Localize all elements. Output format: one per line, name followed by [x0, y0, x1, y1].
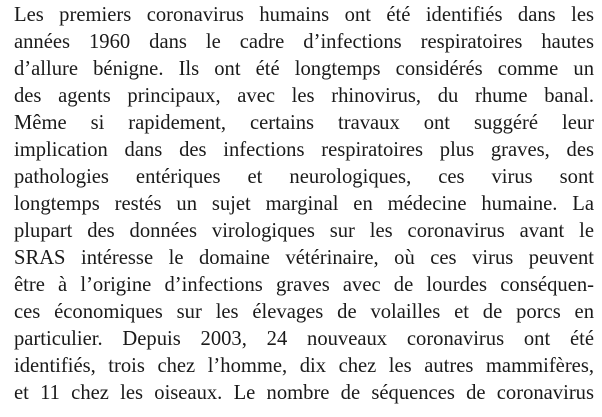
text-line: longtemps restés un sujet marginal en médecine humaine. La	[14, 193, 594, 215]
text-line: implication dans des infections respiratoires plus graves, des	[14, 139, 594, 161]
text-line: particulier. Depuis 2003, 24 nouveaux coronavirus ont été	[14, 328, 594, 350]
text-line: années 1960 dans le cadre d’infections respiratoires hautes	[14, 31, 594, 53]
text-line: d’allure bénigne. Ils ont été longtemps considérés comme un	[14, 58, 594, 80]
text-line: SRAS intéresse le domaine vétérinaire, où ces virus peuvent	[14, 247, 594, 269]
text-line: pathologies entériques et neurologiques, ces virus sont	[14, 166, 594, 188]
text-line: plupart des données virologiques sur les coronavirus avant le	[14, 220, 594, 242]
text-line: ces économiques sur les élevages de volailles et de porcs en	[14, 301, 594, 323]
body-paragraph	[14, 2, 594, 407]
text-line: des agents principaux, avec les rhinovirus, du rhume banal.	[14, 85, 594, 107]
text-line: et 11 chez les oiseaux. Le nombre de séquences de coronavirus	[14, 382, 594, 404]
text-line: Même si rapidement, certains travaux ont suggéré leur	[14, 112, 594, 134]
text-line: identifiés, trois chez l’homme, dix chez les autres mammifères,	[14, 355, 594, 377]
text-line: être à l’origine d’infections graves avec de lourdes conséquen-	[14, 274, 594, 296]
text-line: Les premiers coronavirus humains ont été identifiés dans les	[14, 4, 594, 26]
